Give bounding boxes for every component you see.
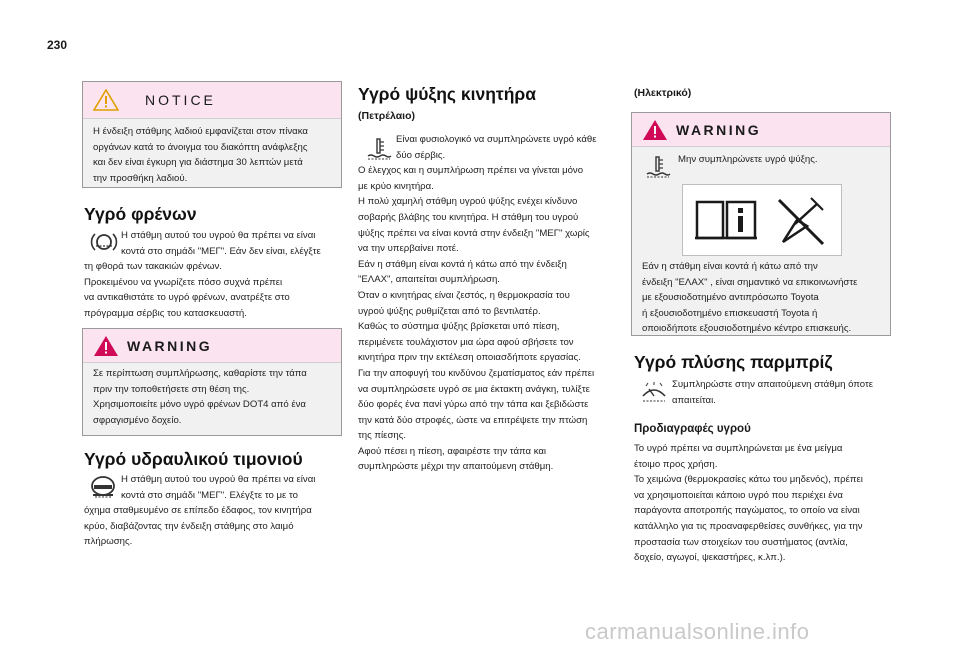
washer-fluid-text <box>634 377 873 408</box>
text-line: Το χειμώνα (θερμοκρασίες κάτω του μηδενός), πρέπει <box>634 474 863 486</box>
text-line: Συμπληρώστε στην απαιτούμενη στάθμη όποτε <box>672 379 874 390</box>
notice-title: NOTICE <box>145 92 216 108</box>
text-line: Προκειμένου να γνωρίζετε πόσο συχνά πρέπει <box>84 276 283 288</box>
text-line: την κατά δύο στροφές, ώστε να επιτρέψετε την πτώση <box>358 414 588 426</box>
text-line: "ΕΛΑΧ", απαιτείται συμπλήρωση. <box>358 274 500 286</box>
text-line: κοντά στο σημάδι "ΜΕΓ". Ελέγξτε το με το <box>121 489 298 501</box>
text-line: Η πολύ χαμηλή στάθμη υγρού ψύξης ενέχει κίνδυνο <box>358 196 578 208</box>
warning-text <box>642 259 857 337</box>
text-line: Σε περίπτωση συμπλήρωσης, καθαρίστε την τάπα <box>93 368 307 379</box>
text-line: να συμπληρώσετε υγρό σε μια έκτακτη ανάγκη, τυλίξτε <box>358 383 590 395</box>
text-line: ένδειξη "ΕΛΑΧ" , είναι σημαντικό να επικοινωνήστε <box>642 276 858 288</box>
text-line: Η ένδειξη στάθμης λαδιού εμφανίζεται στον πίνακα <box>93 126 308 137</box>
text-line: με κρύο κινητήρα. <box>358 180 434 192</box>
text-line: να αντικαθιστάτε το υγρό φρένων, ανατρέξτε στο <box>84 292 290 304</box>
text-line: υγρού ψύξης ρυθμίζεται από το βεντιλατέρ. <box>358 305 541 317</box>
warning-intro: Μην συμπληρώνετε υγρό ψύξης. <box>678 154 818 165</box>
text-line: της πίεσης. <box>358 430 406 442</box>
warning-header <box>632 113 890 147</box>
text-line: οργάνων κατά το άνοιγμα του διακόπτη ανάφλεξης <box>93 141 308 153</box>
text-line: απαιτείται. <box>672 394 716 406</box>
text-line: Ο έλεγχος και η συμπλήρωση πρέπει να γίνεται μόνο <box>358 165 584 177</box>
warning-text <box>93 366 307 428</box>
washer-fluid-heading: Υγρό πλύσης παρμπρίζ <box>634 352 833 372</box>
page-number: 230 <box>47 38 68 52</box>
warning-box-brake <box>82 328 342 436</box>
manual-no-tool-illustration <box>682 184 842 256</box>
text-line: με εξουσιοδοτημένο αντιπρόσωπο Toyota <box>642 292 819 304</box>
text-line: Όταν ο κινητήρας είναι ζεστός, η θερμοκρασία του <box>358 289 570 301</box>
text-line: δύο σέρβις. <box>396 149 446 161</box>
text-line: ψύξης πρέπει να είναι κοντά στην ένδειξη "ΜΕΓ" χωρίς <box>358 227 590 239</box>
text-line: και δεν είναι έγκυρη για διάστημα 30 λεπτών μετά <box>93 157 303 169</box>
text-line: Καθώς το σύστημα ψύξης βρίσκεται υπό πίεση, <box>358 321 560 333</box>
coolant-heading: Υγρό ψύξης κινητήρα <box>358 84 537 104</box>
text-line: περιμένετε τουλάχιστον μια ώρα αφού σβήσετε τον <box>358 336 574 348</box>
diesel-subheading: (Πετρέλαιο) <box>358 110 415 122</box>
notice-header <box>83 82 341 119</box>
text-line: συμπληρώστε μέχρι την απαιτούμενη στάθμη. <box>358 461 554 473</box>
fluid-spec-text <box>634 441 863 566</box>
electric-label: (Ηλεκτρικό) <box>634 87 692 99</box>
text-line: Είναι φυσιολογικό να συμπληρώνετε υγρό κάθε <box>396 134 597 145</box>
manual-book-icon <box>693 198 759 242</box>
warning-header <box>83 329 341 363</box>
no-tool-icon <box>771 190 831 250</box>
fluid-spec-heading: Προδιαγραφές υγρού <box>634 423 751 435</box>
text-line: να την υπερβαίνει ποτέ. <box>358 243 459 255</box>
text-line: σφραγισμένο δοχείο. <box>93 414 182 426</box>
text-line: σοβαρής βλάβης του κινητήρα. Η στάθμη του υγρού <box>358 211 579 223</box>
text-line: Η στάθμη αυτού του υγρού θα πρέπει να είναι <box>121 474 316 485</box>
text-line: τη φθορά των τακακιών φρένων. <box>84 261 222 273</box>
power-steering-heading: Υγρό υδραυλικού τιμονιού <box>84 449 303 469</box>
warning-triangle-icon <box>93 335 119 357</box>
text-line: πλήρωσης. <box>84 536 133 548</box>
text-line: έτοιμο προς χρήση. <box>634 458 718 470</box>
warning-triangle-icon <box>642 119 668 141</box>
coolant-text <box>358 132 597 475</box>
text-line: Εάν η στάθμη είναι κοντά ή κάτω από την ένδειξη <box>358 258 567 270</box>
text-line: την προσθήκη λαδιού. <box>93 172 188 184</box>
text-line: ή εξουσιοδοτημένο επισκευαστή Toyota ή <box>642 307 818 319</box>
brake-fluid-heading: Υγρό φρένων <box>84 204 197 224</box>
text-line: κοντά στο σημάδι "ΜΕΓ". Εάν δεν είναι, ελέγξτε <box>121 245 321 257</box>
warning-box-coolant <box>631 112 891 336</box>
text-line: κατάλληλο για τις προαναφερθείσες συνθήκες, για την <box>634 520 863 532</box>
text-line: κρύο, διαβάζοντας την ένδειξη στάθμης στο λαιμό <box>84 520 294 532</box>
brake-fluid-text <box>84 228 321 322</box>
text-line: παράγοντα αποτροπής παγώματος, το οποίο να είναι <box>634 505 860 517</box>
text-line: Η στάθμη αυτού του υγρού θα πρέπει να είναι <box>121 230 316 241</box>
text-line: Αφού πέσει η πίεση, αφαιρέστε την τάπα και <box>358 445 547 457</box>
text-line: πρόγραμμα σέρβις του κατασκευαστή. <box>84 307 247 319</box>
text-line: Το υγρό πρέπει να συμπληρώνεται με ένα μείγμα <box>634 443 843 454</box>
warning-triangle-icon <box>93 89 119 111</box>
warning-title: WARNING <box>127 338 213 354</box>
text-line: κινητήρα πριν την εκτέλεση οποιασδήποτε εργασίας. <box>358 352 581 364</box>
text-line: Για την αποφυγή του κινδύνου ζεματίσματος εάν πρέπει <box>358 367 595 379</box>
notice-box <box>82 81 342 188</box>
notice-text <box>93 124 308 186</box>
text-line: Εάν η στάθμη είναι κοντά ή κάτω από την <box>642 261 818 272</box>
text-line: πριν την τοποθετήσετε στη θέση της. <box>93 383 250 395</box>
text-line: δοχείο, αγωγοί, ψεκαστήρες, κ.λπ.). <box>634 552 786 564</box>
warning-title: WARNING <box>676 122 762 138</box>
power-steering-text <box>84 472 315 550</box>
text-line: προστασία των στοιχείων του συστήματος (αντλία, <box>634 536 848 548</box>
coolant-icon <box>645 155 671 179</box>
text-line: δύο φορές ένα πανί γύρω από την τάπα και ξεβιδώστε <box>358 399 589 411</box>
text-line: όχημα σταθμευμένο σε επίπεδο έδαφος, τον κινητήρα <box>84 505 312 517</box>
text-line: Χρησιμοποιείτε μόνο υγρό φρένων DOT4 από ένα <box>93 399 306 411</box>
text-line: οποιοδήποτε εξουσιοδοτημένο κέντρο επισκευής. <box>642 323 852 335</box>
text-line: να χρησιμοποιείται κάποιο υγρό που περιέχει ένα <box>634 489 843 501</box>
watermark: carmanualsonline.info <box>585 619 810 644</box>
